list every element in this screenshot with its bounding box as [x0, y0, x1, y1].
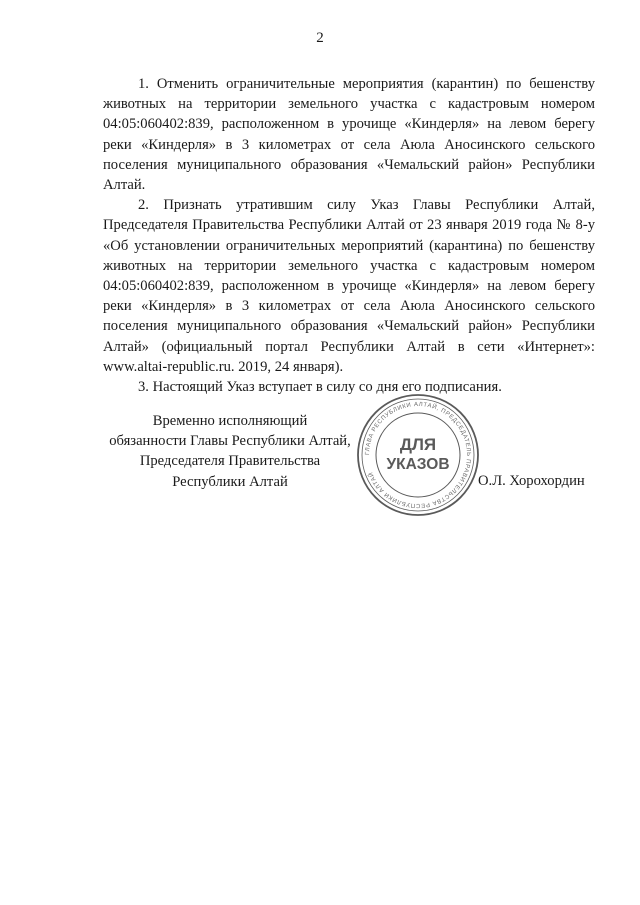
- stamp-word-2: УКАЗОВ: [386, 456, 450, 473]
- official-stamp: [355, 392, 481, 518]
- signature-title-line-3: Председателя Правительства: [139, 453, 321, 470]
- stamp-inner-ring: [362, 399, 474, 511]
- paragraph-2: 2. Признать утратившим силу Указ Главы Республики Алтай, Председателя Правительства Республики Алтай от 23 января 2019 года № 8-у «Об установлении ограничительных мероприятий (карантина) по бешенству животных на территории земельного участка с кадастровым номером 04:05:060402:839, расположенном в урочище «Киндерля» на левом берегу реки «Киндерля» в 3 километрах от села Аюла Аносинского сельского поселения муниципального образования «Чемальский район» Республики Алтай» (официальный портал Республики Алтай в сети «Интернет»: www.altai-republic.ru. 2019, 24 января).: [103, 197, 595, 375]
- stamp-word-1: ДЛЯ: [399, 435, 437, 454]
- signature-title-line-2: обязанности Главы Республики Алтай,: [109, 433, 351, 450]
- signature-title-line-4: Республики Алтай: [172, 473, 288, 490]
- paragraph-3: 3. Настоящий Указ вступает в силу со дня его подписания.: [138, 379, 502, 396]
- stamp-center-ring: [376, 413, 460, 497]
- stamp-ring-text: [365, 402, 471, 508]
- paragraph-1: 1. Отменить ограничительные мероприятия (карантин) по бешенству животных на территории земельного участка с кадастровым номером 04:05:060402:839, расположенном в урочище «Киндерля» на левом берегу реки «Киндерля» в 3 километрах от села Аюла Аносинского сельского поселения муниципального образования «Чемальский район» Республики Алтай.: [103, 76, 595, 194]
- page-number: 2: [316, 30, 324, 46]
- document-body: [103, 74, 595, 397]
- stamp-ring-textpath: ГЛАВА РЕСПУБЛИКИ АЛТАЙ, ПРЕДСЕДАТЕЛЬ ПРАВИТЕЛЬСТВА РЕСПУБЛИКИ АЛТАЙ: [364, 401, 472, 509]
- signature-title-line-1: Временно исполняющий: [152, 413, 308, 429]
- signer-name: О.Л. Хорохордин: [478, 473, 585, 489]
- signature-title-block: [100, 411, 360, 492]
